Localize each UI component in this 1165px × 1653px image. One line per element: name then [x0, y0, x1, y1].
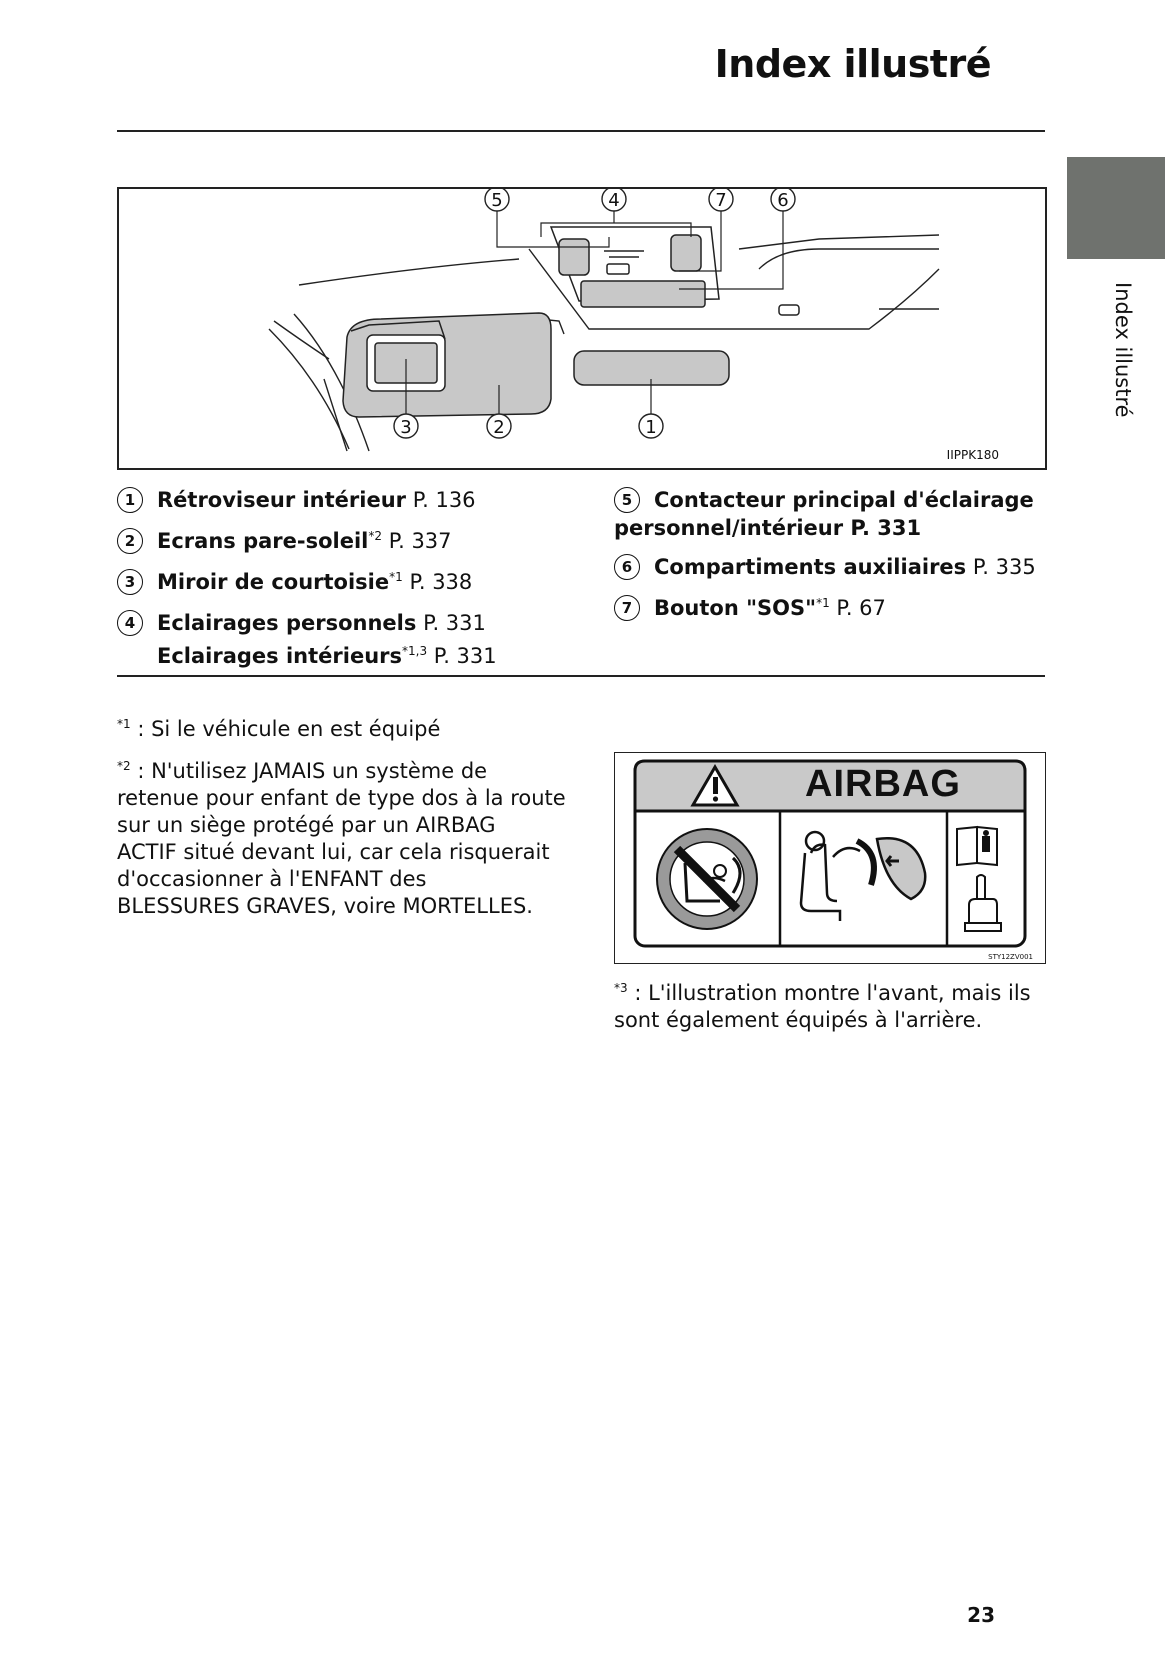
legend-page-ref[interactable]: P. 67: [836, 596, 886, 620]
callout-1-text: 1: [645, 417, 657, 438]
legend-name: Miroir de courtoisie: [157, 570, 390, 594]
legend-page-ref[interactable]: P. 335: [972, 555, 1036, 579]
legend-page-ref[interactable]: P. 337: [388, 529, 452, 553]
callout-3-text: 3: [400, 417, 412, 438]
callout-5-text: 5: [491, 190, 503, 211]
footnote-line: ACTIF situé devant lui, car cela risquerait: [117, 840, 550, 864]
footnote-3: [614, 980, 1054, 1034]
footnote-line: : L'illustration montre l'avant, mais ils: [627, 981, 1031, 1005]
legend-name: Eclairages intérieurs: [157, 644, 403, 668]
personal-light-right: [671, 235, 701, 271]
callout-6-text: 6: [777, 190, 789, 211]
footnote-1: [117, 716, 440, 743]
legend-page-ref[interactable]: P. 136: [412, 488, 476, 512]
legend-item-4: [117, 609, 486, 637]
auxiliary-compartment: [581, 281, 705, 307]
legend-number: 1: [117, 487, 143, 513]
illustration-drawing: [119, 189, 1045, 468]
light-switch: [607, 264, 629, 274]
footnote-mark: *2: [117, 759, 131, 773]
legend-number: 6: [614, 554, 640, 580]
legend-item-6: [614, 553, 1036, 581]
footnote-line: sont également équipés à l'arrière.: [614, 1008, 983, 1032]
title-rule: [117, 130, 1045, 132]
callout-4-text: 4: [608, 190, 620, 211]
footnote-line: retenue pour enfant de type dos à la route: [117, 786, 566, 810]
section-tab: [1067, 157, 1165, 259]
legend-page-ref[interactable]: P. 331: [423, 611, 486, 635]
airbag-label-code: STY12ZV001: [988, 953, 1033, 961]
legend-page-ref[interactable]: P. 338: [409, 570, 473, 594]
legend-number: 5: [614, 487, 640, 513]
footnote-line: d'occasionner à l'ENFANT des: [117, 867, 427, 891]
footnote-2: [117, 758, 577, 920]
legend-name: Eclairages personnels: [157, 611, 417, 635]
figure-code: IIPPK180: [946, 448, 999, 462]
footnote-text: : Si le véhicule en est équipé: [130, 717, 441, 741]
legend-number: 4: [117, 610, 143, 636]
legend-name: Compartiments auxiliaires: [654, 555, 967, 579]
legend-name: Contacteur principal d'éclairage: [654, 488, 1034, 512]
legend-name: Bouton "SOS": [654, 596, 817, 620]
footnote-line: BLESSURES GRAVES, voire MORTELLES.: [117, 894, 533, 918]
footnote-line: sur un siège protégé par un AIRBAG: [117, 813, 496, 837]
legend-item-3: [117, 568, 472, 596]
legend-number: 7: [614, 595, 640, 621]
interior-illustration: [117, 187, 1047, 470]
callout-2-text: 2: [493, 417, 505, 438]
airbag-title: AIRBAG: [805, 763, 961, 805]
legend-item-5-line2: [614, 514, 921, 542]
page-title: Index illustré: [714, 42, 991, 86]
legend-name: Ecrans pare-soleil: [157, 529, 369, 553]
legend-item-7: [614, 594, 886, 622]
legend-number: 2: [117, 528, 143, 554]
footnote-mark: *2: [368, 529, 383, 543]
legend-page-ref[interactable]: P. 331: [433, 644, 497, 668]
legend-item-1: [117, 486, 476, 514]
sos-button: [779, 305, 799, 315]
footnote-mark: *1: [117, 717, 131, 731]
page-number: 23: [967, 1603, 995, 1627]
footnote-mark: *1: [816, 596, 830, 610]
footnote-line: : N'utilisez JAMAIS un système de: [130, 759, 488, 783]
footnote-mark: *1: [389, 570, 403, 584]
footnote-mark: *1,3: [402, 644, 428, 658]
legend-item-2: [117, 527, 452, 555]
legend-number: 3: [117, 569, 143, 595]
airbag-warning-label: [614, 752, 1046, 964]
legend-item-5: [614, 486, 1034, 514]
legend-name: Rétroviseur intérieur: [157, 488, 407, 512]
no-rear-facing-child-seat-icon: [657, 829, 757, 929]
footnote-mark: *3: [614, 981, 628, 995]
section-tab-label: Index illustré: [1111, 282, 1135, 418]
legend-rule: [117, 675, 1045, 677]
legend-name: personnel/intérieur P. 331: [614, 516, 922, 540]
legend-item-4b: [157, 642, 497, 670]
callout-7-text: 7: [715, 190, 727, 211]
personal-light-left: [559, 239, 589, 275]
